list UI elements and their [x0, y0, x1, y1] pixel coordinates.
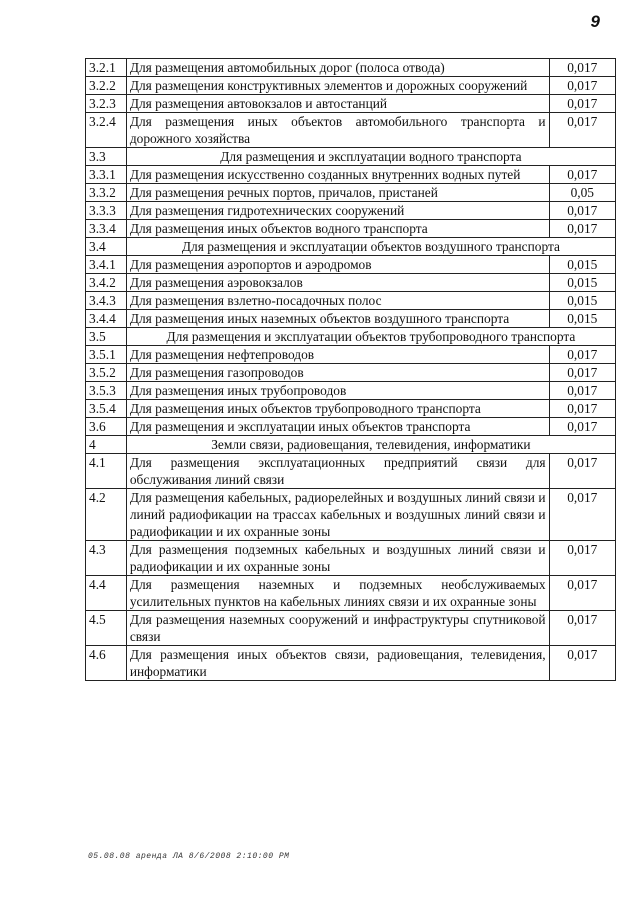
row-code: 3.5.3 [86, 382, 127, 400]
rates-table [85, 58, 616, 681]
table-row [86, 77, 616, 95]
row-rate-value: 0,017 [549, 59, 615, 77]
row-description: Для размещения наземных и подземных необслуживаемых усилительных пунктов на кабельных линиях связи и их охранные зоны [126, 576, 549, 611]
row-code: 3.5.1 [86, 346, 127, 364]
table-row [86, 346, 616, 364]
row-code: 4.4 [86, 576, 127, 611]
row-rate-value: 0,017 [549, 454, 615, 489]
row-code: 3.5.2 [86, 364, 127, 382]
table-row [86, 418, 616, 436]
section-title: Для размещения и эксплуатации водного транспорта [126, 148, 615, 166]
table-row [86, 400, 616, 418]
table-row [86, 646, 616, 681]
section-title: Для размещения и эксплуатации объектов воздушного транспорта [126, 238, 615, 256]
table-row [86, 256, 616, 274]
row-code: 3.4 [86, 238, 127, 256]
row-code: 3.4.1 [86, 256, 127, 274]
row-code: 3.2.2 [86, 77, 127, 95]
section-title: Для размещения и эксплуатации объектов трубопроводного транспорта [126, 328, 615, 346]
row-description: Для размещения автомобильных дорог (полоса отвода) [126, 59, 549, 77]
table-row [86, 220, 616, 238]
row-code: 4.2 [86, 489, 127, 541]
row-code: 3.2.1 [86, 59, 127, 77]
row-rate-value: 0,017 [549, 166, 615, 184]
row-code: 3.3.3 [86, 202, 127, 220]
section-title: Земли связи, радиовещания, телевидения, информатики [126, 436, 615, 454]
row-code: 4.1 [86, 454, 127, 489]
row-code: 3.2.4 [86, 113, 127, 148]
row-description: Для размещения наземных сооружений и инфраструктуры спутниковой связи [126, 611, 549, 646]
row-description: Для размещения иных объектов водного транспорта [126, 220, 549, 238]
section-row [86, 436, 616, 454]
row-rate-value: 0,015 [549, 292, 615, 310]
row-rate-value: 0,015 [549, 310, 615, 328]
table-row [86, 382, 616, 400]
table-row [86, 274, 616, 292]
row-code: 3.2.3 [86, 95, 127, 113]
table-row [86, 113, 616, 148]
row-rate-value: 0,017 [549, 576, 615, 611]
row-code: 3.3.1 [86, 166, 127, 184]
rates-table-body [86, 59, 616, 681]
table-row [86, 611, 616, 646]
row-code: 3.3.2 [86, 184, 127, 202]
row-description: Для размещения автовокзалов и автостанций [126, 95, 549, 113]
row-code: 4.3 [86, 541, 127, 576]
row-rate-value: 0,017 [549, 400, 615, 418]
table-row [86, 59, 616, 77]
row-rate-value: 0,017 [549, 382, 615, 400]
row-description: Для размещения конструктивных элементов и дорожных сооружений [126, 77, 549, 95]
row-rate-value: 0,017 [549, 113, 615, 148]
row-rate-value: 0,017 [549, 202, 615, 220]
row-code: 3.4.4 [86, 310, 127, 328]
row-description: Для размещения газопроводов [126, 364, 549, 382]
table-row [86, 454, 616, 489]
row-description: Для размещения иных трубопроводов [126, 382, 549, 400]
row-description: Для размещения эксплуатационных предприятий связи для обслуживания линий связи [126, 454, 549, 489]
row-rate-value: 0,017 [549, 364, 615, 382]
table-row [86, 95, 616, 113]
row-code: 3.4.3 [86, 292, 127, 310]
row-description: Для размещения подземных кабельных и воздушных линий связи и радиофикации и их охранные зоны [126, 541, 549, 576]
row-description: Для размещения гидротехнических сооружений [126, 202, 549, 220]
row-description: Для размещения и эксплуатации иных объектов транспорта [126, 418, 549, 436]
row-rate-value: 0,017 [549, 611, 615, 646]
page-number: 9 [590, 12, 600, 31]
row-description: Для размещения иных объектов трубопроводного транспорта [126, 400, 549, 418]
row-rate-value: 0,017 [549, 77, 615, 95]
row-code: 4 [86, 436, 127, 454]
table-row [86, 202, 616, 220]
row-rate-value: 0,017 [549, 541, 615, 576]
row-code: 3.3 [86, 148, 127, 166]
table-row [86, 489, 616, 541]
row-rate-value: 0,015 [549, 256, 615, 274]
row-rate-value: 0,017 [549, 489, 615, 541]
section-row [86, 148, 616, 166]
row-description: Для размещения речных портов, причалов, пристаней [126, 184, 549, 202]
row-code: 3.5.4 [86, 400, 127, 418]
table-row [86, 166, 616, 184]
row-description: Для размещения кабельных, радиорелейных и воздушных линий связи и линий радиофикации на трассах кабельных и воздушных линий связи и радиофикации и их охранные зоны [126, 489, 549, 541]
row-description: Для размещения иных наземных объектов воздушного транспорта [126, 310, 549, 328]
row-code: 4.5 [86, 611, 127, 646]
row-rate-value: 0,05 [549, 184, 615, 202]
section-row [86, 328, 616, 346]
table-row [86, 576, 616, 611]
row-rate-value: 0,015 [549, 274, 615, 292]
row-rate-value: 0,017 [549, 418, 615, 436]
row-description: Для размещения иных объектов связи, радиовещания, телевидения, информатики [126, 646, 549, 681]
table-row [86, 364, 616, 382]
table-row [86, 310, 616, 328]
table-row [86, 541, 616, 576]
row-code: 3.4.2 [86, 274, 127, 292]
row-code: 4.6 [86, 646, 127, 681]
row-description: Для размещения нефтепроводов [126, 346, 549, 364]
row-description: Для размещения аэропортов и аэродромов [126, 256, 549, 274]
row-rate-value: 0,017 [549, 346, 615, 364]
table-row [86, 184, 616, 202]
row-rate-value: 0,017 [549, 220, 615, 238]
row-description: Для размещения аэровокзалов [126, 274, 549, 292]
row-description: Для размещения взлетно-посадочных полос [126, 292, 549, 310]
row-code: 3.3.4 [86, 220, 127, 238]
row-description: Для размещения искусственно созданных внутренних водных путей [126, 166, 549, 184]
row-rate-value: 0,017 [549, 646, 615, 681]
table-row [86, 292, 616, 310]
section-row [86, 238, 616, 256]
footer-stamp: 05.08.08 аренда ЛА 8/6/2008 2:10:00 PM [88, 852, 290, 861]
row-code: 3.6 [86, 418, 127, 436]
row-code: 3.5 [86, 328, 127, 346]
row-description: Для размещения иных объектов автомобильного транспорта и дорожного хозяйства [126, 113, 549, 148]
row-rate-value: 0,017 [549, 95, 615, 113]
